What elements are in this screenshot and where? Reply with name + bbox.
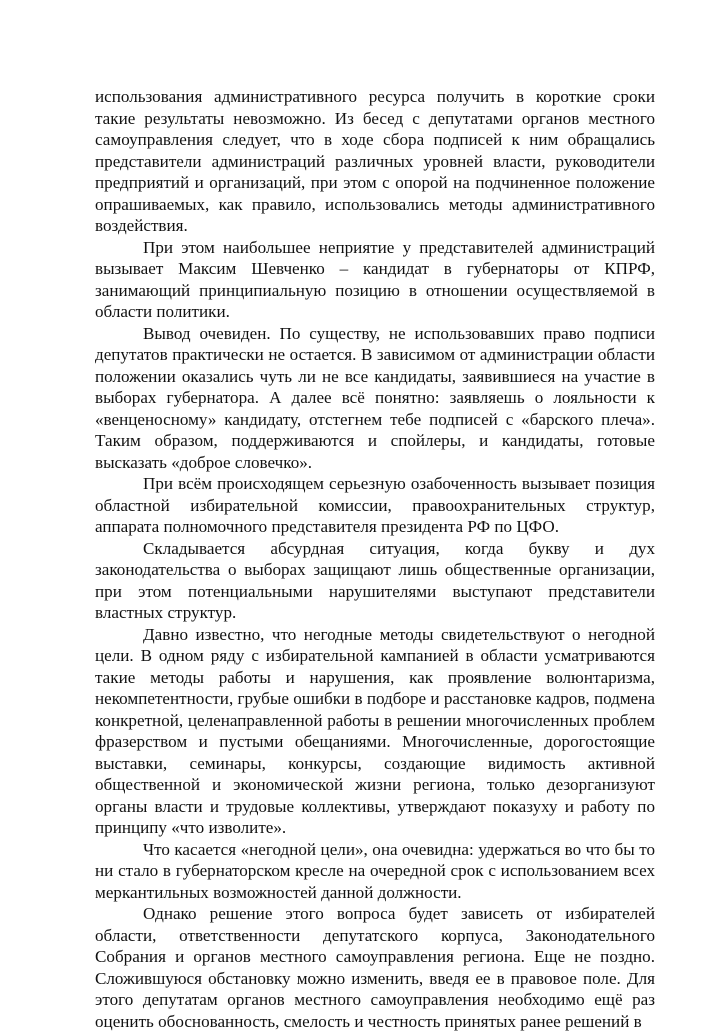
- paragraph-2: При этом наибольшее неприятие у представителей администраций вызывает Максим Шевченко – кандидат в губернаторы от КПРФ, занимающий принципиальную позицию в отношении осуществляемой в области политики.: [95, 237, 655, 321]
- paragraph-8: Однако решение этого вопроса будет зависеть от избирателей области, ответственности депутатского корпуса, Законодательного Собрания и органов местного самоуправления региона. Еще не поздно. Сложившуюся обстановку можно изменить, введя ее в правовое поле. Для этого депутатам органов местного самоуправления необходимо ещё раз оценить обоснованность, смелость и честность принятых ранее решений в: [95, 904, 655, 1031]
- paragraph-7: Что касается «негодной цели», она очевидна: удержаться во что бы то ни стало в губернаторском кресле на очередной срок с использованием всех меркантильных возможностей данной должности.: [95, 839, 655, 902]
- document-body: [95, 86, 655, 1032]
- paragraph-3: Вывод очевиден. По существу, не использовавших право подписи депутатов практически не остается. В зависимом от администрации области положении оказались чуть ли не все кандидаты, заявившиеся на участие в выборах губернатора. А далее всё понятно: заявляешь о лояльности к «венценосному» кандидату, отстегнем тебе подписей с «барского плеча». Таким образом, поддерживаются и спойлеры, и кандидаты, готовые высказать «доброе словечко».: [95, 323, 655, 472]
- paragraph-4: При всём происходящем серьезную озабоченность вызывает позиция областной избирательной комиссии, правоохранительных структур, аппарата полномочного представителя президента РФ по ЦФО.: [95, 474, 655, 536]
- paragraph-6: Давно известно, что негодные методы свидетельствуют о негодной цели. В одном ряду с избирательной кампанией в области усматриваются такие методы работы и нарушения, как проявление волюнтаризма, некомпетентности, грубые ошибки в подборе и расстановке кадров, подмена конкретной, целенаправленной работы в решении многочисленных проблем фразерством и пустыми обещаниями. Многочисленные, дорогостоящие выставки, семинары, конкурсы, создающие видимость активной общественной и экономической жизни региона, только дезорганизуют органы власти и трудовые коллективы, утверждают показуху и работу по принципу «что изволите».: [95, 624, 655, 837]
- paragraph-1: использования административного ресурса получить в короткие сроки такие результаты невозможно. Из бесед с депутатами органов местного самоуправления следует, что в ходе сбора подписей к ним обращались представители администраций различных уровней власти, руководители предприятий и организаций, при этом с опорой на подчиненное положение опрашиваемых, как правило, использовались методы административного воздействия.: [95, 87, 655, 235]
- paragraph-5: Складывается абсурдная ситуация, когда букву и дух законодательства о выборах защищают лишь общественные организации, при этом потенциальными нарушителями выступают представители властных структур.: [95, 538, 655, 622]
